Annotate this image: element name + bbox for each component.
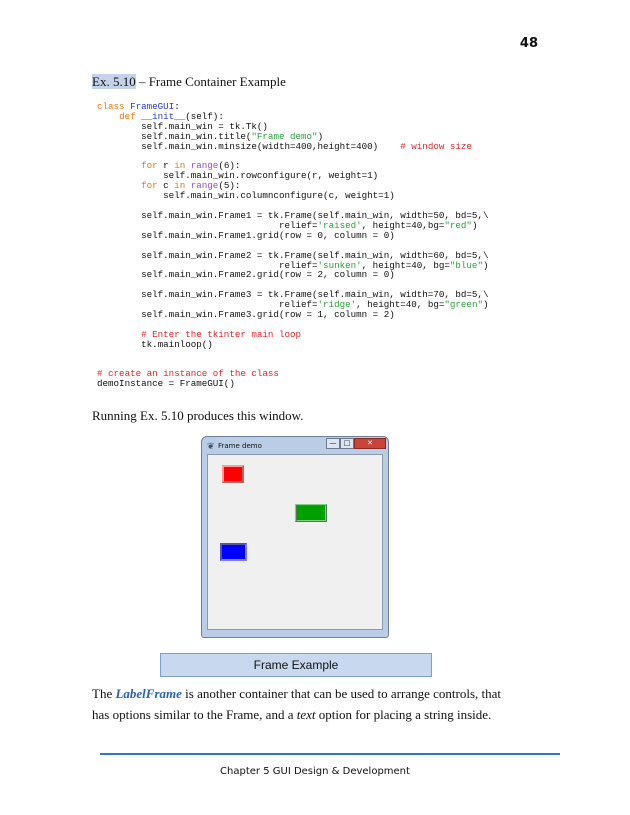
- code-token: (self):: [185, 110, 224, 122]
- para-text-2: is another container that can be used to arrange controls, that has options similar to the Frame, and a: [92, 686, 502, 722]
- footer-text: Chapter 5 GUI Design & Development: [220, 766, 410, 777]
- example-label: Ex. 5.10: [92, 74, 136, 89]
- code-token: demoInstance = FrameGUI(): [97, 378, 235, 390]
- code-token: for: [141, 180, 158, 192]
- code-token: tk.mainloop(): [97, 338, 213, 350]
- code-token: , height=40,bg=: [361, 219, 445, 231]
- code-token: self.main_win.Frame1 = tk.Frame(self.main_win, width=50, bd=5,\: [97, 209, 489, 221]
- close-icon: ✕: [354, 438, 386, 449]
- code-token: # window size: [400, 140, 472, 152]
- code-token: , height=40, bg=: [356, 299, 445, 311]
- code-token: self.main_win.minsize(width=400,height=400): [97, 140, 401, 152]
- body-paragraph: [92, 683, 512, 725]
- example-heading: [92, 74, 286, 90]
- code-token: # Enter the tkinter main loop: [141, 328, 301, 340]
- code-token: 'raised': [317, 219, 362, 231]
- code-token: r: [157, 160, 175, 172]
- code-token: "green": [444, 299, 483, 311]
- figure-caption: Frame Example: [160, 653, 432, 677]
- code-token: self.main_win.rowconfigure(r, weight=1): [97, 170, 379, 182]
- code-token: __init__: [141, 110, 186, 122]
- code-token: relief=: [97, 259, 318, 271]
- code-token: self.main_win.Frame3 = tk.Frame(self.main_win, width=70, bd=5,\: [97, 289, 489, 301]
- code-token: (6):: [218, 160, 241, 172]
- window-title: Frame demo: [218, 442, 262, 450]
- frame1-red-raised: [222, 465, 244, 483]
- para-text-3: option for placing a string inside.: [315, 707, 492, 722]
- code-line: [97, 350, 489, 360]
- code-token: # create an instance of the class: [97, 368, 279, 380]
- code-token: in: [174, 160, 186, 172]
- minimize-icon: —: [326, 438, 340, 449]
- code-token: "red": [444, 219, 472, 231]
- code-token: "Frame demo": [251, 130, 318, 142]
- screenshot-window: [201, 436, 389, 638]
- code-token: self.main_win.Frame1.grid(row = 0, column = 0): [97, 229, 395, 241]
- page-number: 48: [519, 36, 538, 51]
- code-token: in: [174, 180, 186, 192]
- code-token: FrameGUI: [130, 101, 175, 112]
- code-token: self.main_win.Frame2.grid(row = 2, column = 0): [97, 269, 395, 281]
- frame3-green-ridge: [295, 504, 327, 522]
- code-token: ): [482, 299, 489, 311]
- code-token: 'sunken': [317, 259, 362, 271]
- code-token: relief=: [97, 299, 318, 311]
- code-line: [97, 310, 489, 320]
- text-term: text: [296, 707, 316, 722]
- labelframe-term: LabelFrame: [115, 686, 182, 701]
- code-token: self.main_win.columnconfigure(c, weight=1): [97, 190, 395, 202]
- code-token: , height=40, bg=: [361, 259, 450, 271]
- window-client-area: [207, 454, 383, 630]
- code-line: [97, 142, 489, 152]
- code-token: self.main_win.Frame3.grid(row = 1, column = 2): [97, 309, 395, 321]
- footer-rule: [100, 753, 560, 755]
- code-line: [97, 231, 489, 241]
- code-line: [97, 340, 489, 350]
- feather-icon: ❦: [207, 441, 215, 451]
- para-text-1: The: [92, 686, 116, 701]
- code-token: ): [471, 219, 478, 231]
- code-token: "blue": [449, 259, 483, 271]
- code-token: :: [174, 101, 180, 112]
- code-token: range: [190, 180, 219, 192]
- code-line: [97, 379, 489, 389]
- code-token: relief=: [97, 219, 318, 231]
- code-token: self.main_win.title(: [97, 130, 252, 142]
- code-token: (5):: [218, 180, 241, 192]
- code-token: for: [141, 160, 158, 172]
- code-token: class: [97, 101, 125, 112]
- example-title: – Frame Container Example: [135, 74, 286, 89]
- running-text: Running Ex. 5.10 produces this window.: [92, 408, 304, 423]
- maximize-icon: □: [340, 438, 354, 449]
- code-line: [97, 270, 489, 280]
- frame2-blue-sunken: [220, 543, 247, 561]
- code-listing: [97, 102, 489, 389]
- code-token: def: [119, 110, 136, 122]
- code-token: ): [317, 130, 324, 142]
- code-token: c: [157, 180, 175, 192]
- code-line: [97, 191, 489, 201]
- code-token: self.main_win = tk.Tk(): [97, 120, 268, 132]
- code-token: ): [482, 259, 489, 271]
- code-token: range: [190, 160, 219, 172]
- code-token: 'ridge': [317, 299, 357, 311]
- code-token: self.main_win.Frame2 = tk.Frame(self.main_win, width=60, bd=5,\: [97, 249, 489, 261]
